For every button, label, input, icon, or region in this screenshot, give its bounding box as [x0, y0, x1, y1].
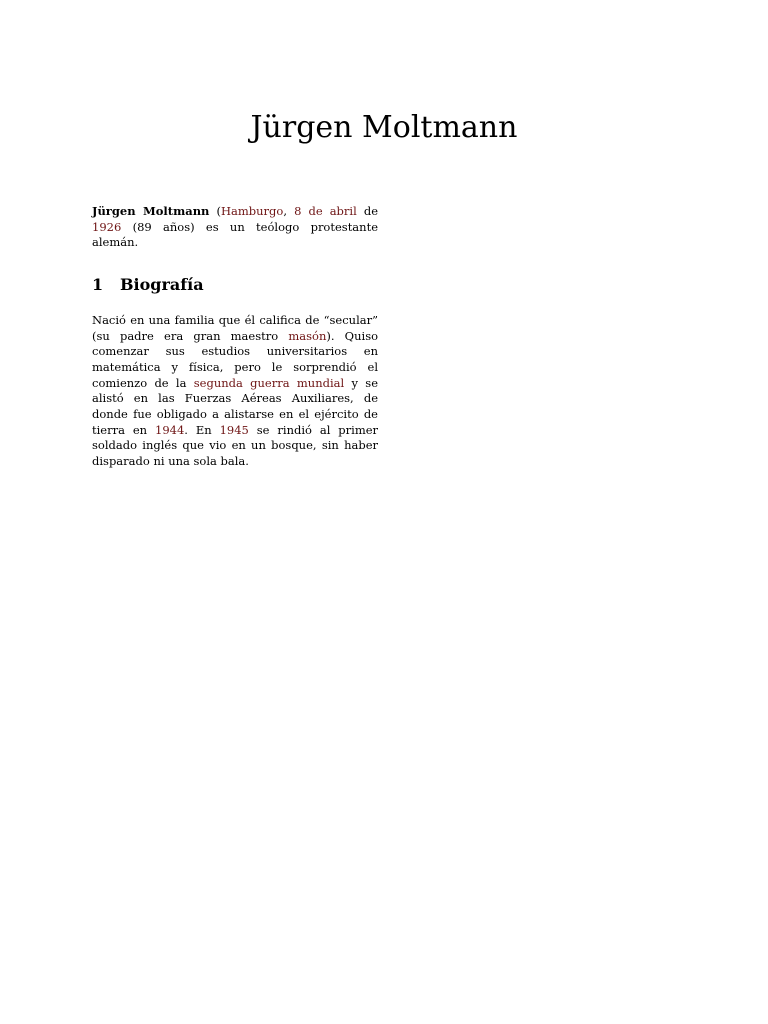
- link-birth-year[interactable]: 1926: [92, 219, 122, 234]
- link-1945[interactable]: 1945: [219, 422, 249, 437]
- link-mason[interactable]: masón: [288, 328, 327, 343]
- intro-paragraph: Jürgen Moltmann (Hamburgo, 8 de abril de 1926 (89 años) es un teólogo protestante alemán.: [92, 204, 379, 250]
- section-heading-biografia: 1 Biografía: [92, 275, 204, 295]
- link-segunda-guerra-mundial[interactable]: segunda guerra mundial: [193, 375, 345, 390]
- subject-name: Jürgen Moltmann: [92, 204, 210, 218]
- left-column: [92, 204, 378, 478]
- link-birth-date[interactable]: 8 de abril: [294, 204, 357, 218]
- link-1944[interactable]: 1944: [155, 422, 185, 437]
- link-hamburgo[interactable]: Hamburgo: [221, 204, 284, 218]
- page-title: Jürgen Moltmann: [250, 110, 518, 145]
- bio-paragraph-1: Nació en una familia que él califica de “secular” (su padre era gran maestro masón). Quiso comenzar sus estudios universitarios en matemática y física, pero le sorprendió el comienzo de la segunda guerra mundial y se alistó en las Fuerzas Aéreas Auxiliares, de donde fue obligado a alistarse en el ejército de tierra en 1944. En 1945 se rindió al primer soldado inglés que vio en un bosque, sin haber disparado ni una sola bala.: [92, 312, 379, 469]
